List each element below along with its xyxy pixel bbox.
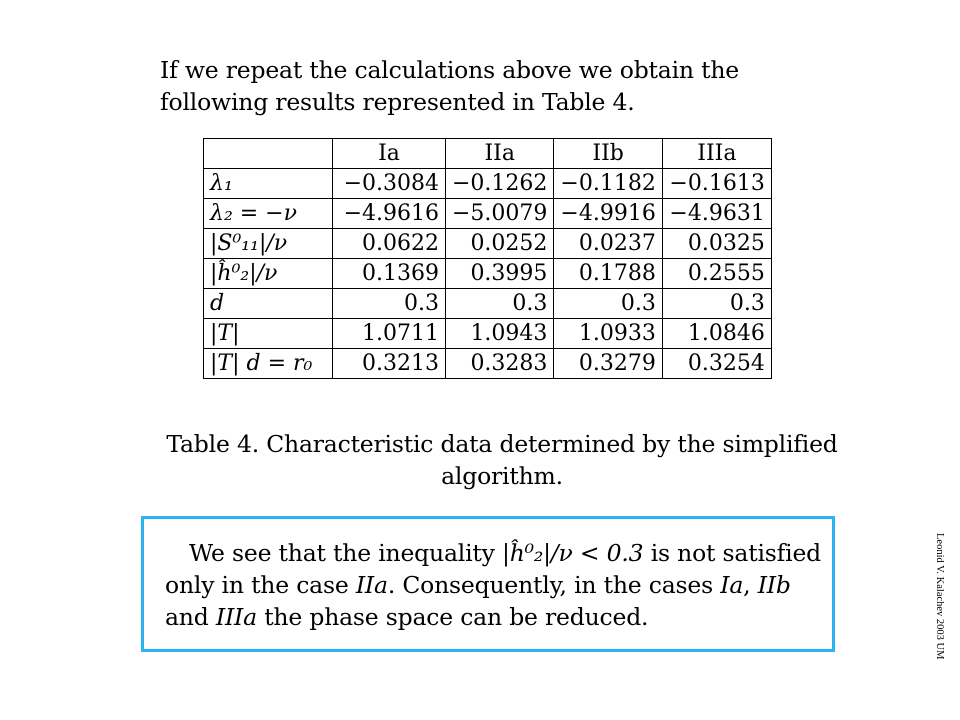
table-cell: 0.3254 [662, 349, 771, 379]
conclusion-text: , [743, 571, 758, 599]
row-label: λ₁ [204, 169, 333, 199]
table-header-row [204, 139, 772, 169]
table-cell: −4.9631 [662, 199, 771, 229]
table-cell: 1.0846 [662, 319, 771, 349]
table-cell: 1.0933 [554, 319, 662, 349]
table-caption: Table 4. Characteristic data determined by the simplified algorithm. [166, 430, 838, 490]
table-cell: −5.0079 [446, 199, 554, 229]
author-footer: Leonid V. Kalachev 2003 UM [934, 533, 945, 660]
conclusion-text: We see that the inequality [189, 539, 502, 567]
table-cell: −0.1262 [446, 169, 554, 199]
inequality-formula: |ĥ⁰₂|/ν < 0.3 [502, 539, 644, 567]
table-cell: 0.0325 [662, 229, 771, 259]
table-cell: 1.0711 [333, 319, 446, 349]
case-label: IIb [757, 571, 791, 599]
table-cell: −4.9916 [554, 199, 662, 229]
table-header-cell: IIIa [662, 139, 771, 169]
conclusion-text: . Consequently, in the cases [387, 571, 721, 599]
table-header-cell: IIa [446, 139, 554, 169]
table-cell: 0.3 [446, 289, 554, 319]
conclusion-paragraph [165, 537, 825, 633]
table-row [204, 199, 772, 229]
table-cell: 0.3 [662, 289, 771, 319]
table-row [204, 259, 772, 289]
table-cell: 0.3995 [446, 259, 554, 289]
table-cell: 0.3 [554, 289, 662, 319]
case-label: Ia [720, 571, 744, 599]
table-row [204, 349, 772, 379]
table-cell: 0.0252 [446, 229, 554, 259]
table-cell: 0.1788 [554, 259, 662, 289]
table-header-cell [204, 139, 333, 169]
table-cell: 0.3283 [446, 349, 554, 379]
conclusion-text: the phase space can be reduced. [256, 603, 649, 631]
conclusion-text: and [165, 603, 216, 631]
table-cell: −0.1182 [554, 169, 662, 199]
table-cell: 0.3 [333, 289, 446, 319]
table-cell: 0.1369 [333, 259, 446, 289]
table-cell: 0.0237 [554, 229, 662, 259]
table-row [204, 319, 772, 349]
case-label: IIa [355, 571, 388, 599]
row-label: |T| [204, 319, 333, 349]
conclusion-text: is not satisfied only in the case [165, 539, 821, 599]
table-cell: −0.3084 [333, 169, 446, 199]
table-cell: 0.0622 [333, 229, 446, 259]
table-header-cell: Ia [333, 139, 446, 169]
results-table [203, 138, 772, 379]
table-cell: 1.0943 [446, 319, 554, 349]
conclusion-box [141, 516, 835, 652]
intro-paragraph: If we repeat the calculations above we obtain the following results represented in Table 4. [160, 56, 739, 116]
table-cell: −4.9616 [333, 199, 446, 229]
table-row [204, 169, 772, 199]
table-cell: −0.1613 [662, 169, 771, 199]
table-cell: 0.2555 [662, 259, 771, 289]
case-label: IIIa [215, 603, 257, 631]
row-label: |S⁰₁₁|/ν [204, 229, 333, 259]
table-row [204, 229, 772, 259]
row-label: λ₂ = −ν [204, 199, 333, 229]
row-label: d [204, 289, 333, 319]
table-cell: 0.3279 [554, 349, 662, 379]
table-cell: 0.3213 [333, 349, 446, 379]
row-label: |ĥ⁰₂|/ν [204, 259, 333, 289]
table-header-cell: IIb [554, 139, 662, 169]
row-label: |T| d = r₀ [204, 349, 333, 379]
table-row [204, 289, 772, 319]
